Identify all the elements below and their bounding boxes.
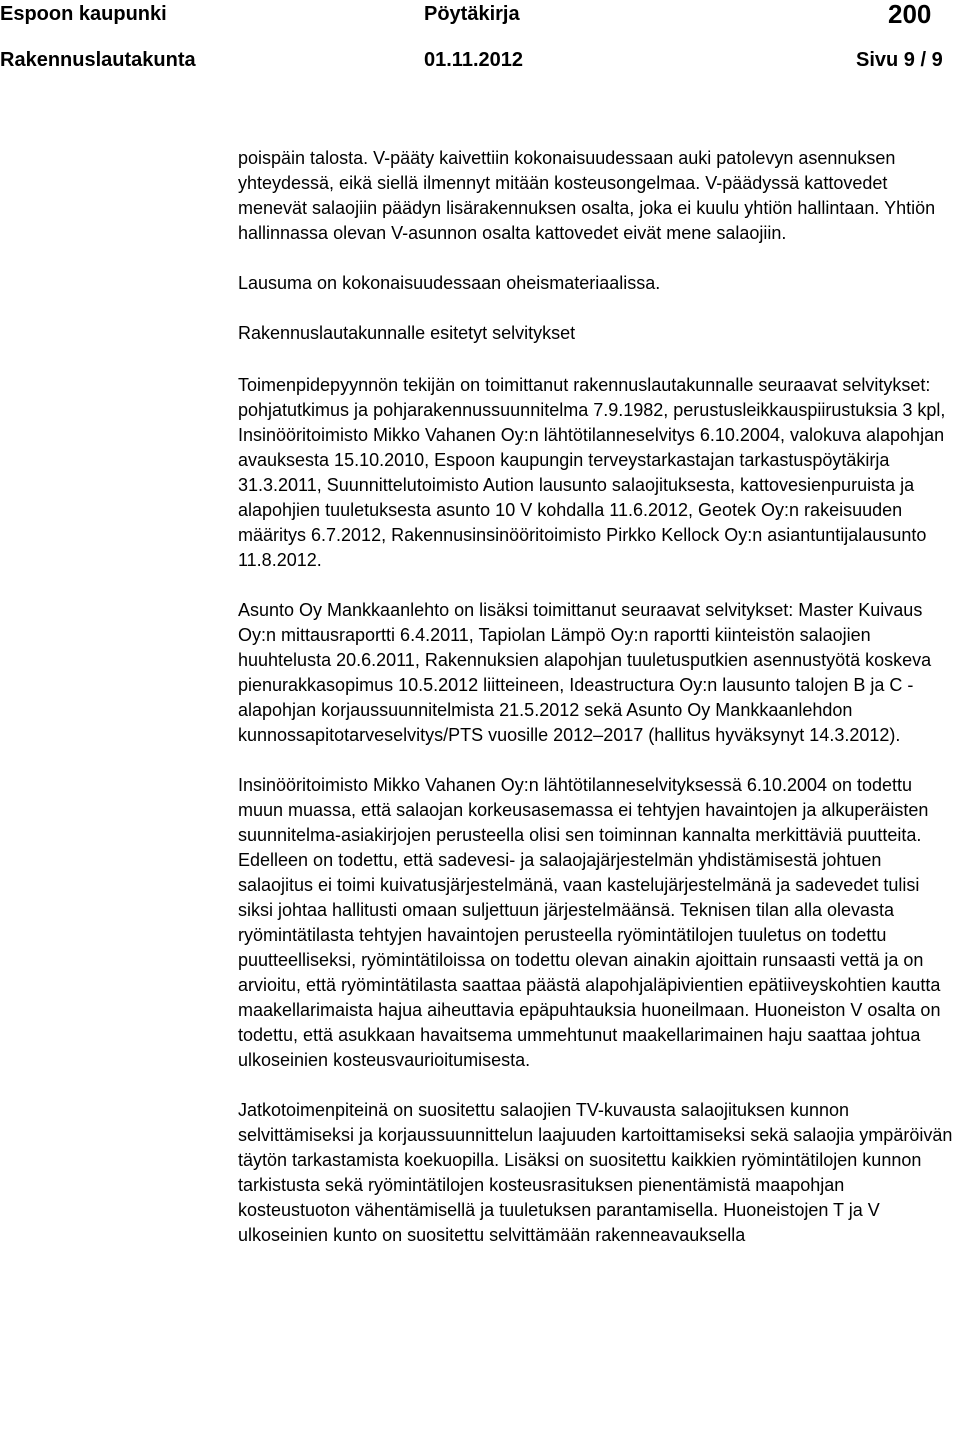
document-type: Pöytäkirja [424, 3, 520, 25]
organization-name: Espoon kaupunki [0, 3, 167, 25]
paragraph-initial-survey: Insinööritoimisto Mikko Vahanen Oy:n lähtötilanneselvityksessä 6.10.2004 on todettu muun muassa, että salaojan korkeusasemassa ei tehtyjen havaintojen ja alkuperäisten suunnitelma-asiakirjojen perusteella olisi sen toiminnan kannalta merkittäviä puutteita. Edelleen on todettu, että sadevesi- ja salaojajärjestelmän yhdistämisestä johtuen salaojitus ei toimi kuivatusjärjestelmänä, vaan kastelujärjestelmänä ja sadevedet tulisi siksi johtaa hallitusti omaan suljettuun järjestelmäänsä. Teknisen tilan alla olevasta ryömintätilasta tehtyjen havaintojen perusteella ryömintätilojen tuuletus on todettu puutteelliseksi, ryömintätiloissa on todettu olevan ainakin ajoittain runsaasti vettä ja on arvioitu, että ryömintätilasta saattaa päästä alapohjaläpivientien epätiiveyskohtien kautta maakellarimaista hajua aiheuttavia epäpuhtauksia huoneilmaan. Huoneiston V osalta on todettu, että asukkaan havaitsema ummehtunut maakellarimainen haju saattaa johtua ulkoseinien kosteusvaurioitumisesta. [238, 775, 941, 1070]
page-number: Sivu 9 / 9 [856, 49, 943, 71]
page-header [0, 0, 960, 80]
section-number: 200 [888, 0, 932, 29]
paragraph-additional-reports: Asunto Oy Mankkaanlehto on lisäksi toimittanut seuraavat selvitykset: Master Kuivaus Oy:n mittausraportti 6.4.2011, Tapiolan Lämpö Oy:n raportti kiinteistön salaojien huuhtelusta 20.6.2011, Rakennuksien alapohjan tuuletusputkien asennustyötä koskeva pienurakkasopimus 10.5.2012 liitteineen, Ideastructura Oy:n lausunto talojen B ja C -alapohjan korjaussuunnitelmista 21.5.2012 sekä Asunto Oy Mankkaanlehdon kunnossapitotarveselvitys/PTS vuosille 2012–2017 (hallitus hyväksynyt 14.3.2012). [238, 600, 932, 745]
paragraph-recommendations: Jatkotoimenpiteinä on suositettu salaojien TV-kuvausta salaojituksen kunnon selvittämiseksi ja korjaussuunnittelun laajuuden kartoittamiseksi sekä salaojia ympäröivän täytön tarkastamista koekuopilla. Lisäksi on suositettu kaikkien ryömintätilojen kunnon tarkistusta sekä ryömintätilojen kosteusrasituksen pienentämistä maapohjan kosteustuoton vähentämisellä ja tuuletuksen parantamisella. Huoneistojen T ja V ulkoseinien kunto on suositettu selvittämään rakenneavauksella [238, 1100, 953, 1245]
paragraph-statement-excerpt: poispäin talosta. V-pääty kaivettiin kokonaisuudessaan auki patolevyn asennuksen yhteydessä, eikä siellä ilmennyt mitään kosteusongelmaa. V-päädyssä kattovedet menevät salaojiin päädyn lisärakennuksen osalta, joka ei kuulu yhtiön hallintaan. Yhtiön hallinnassa olevan V-asunnon osalta kattovedet eivät mene salaojiin. [238, 148, 936, 243]
meeting-date: 01.11.2012 [424, 49, 523, 71]
paragraph-statement-reference: Lausuma on kokonaisuudessaan oheismateriaalissa. [238, 273, 661, 293]
section-heading: Rakennuslautakunnalle esitetyt selvitykset [238, 323, 576, 343]
document-body [238, 146, 954, 1248]
committee-name: Rakennuslautakunta [0, 49, 196, 71]
paragraph-submitted-reports: Toimenpidepyynnön tekijän on toimittanut rakennuslautakunnalle seuraavat selvitykset: pohjatutkimus ja pohjarakennussuunnitelma 7.9.1982, perustusleikkauspiirustuksia 3 kpl, Insinööritoimisto Mikko Vahanen Oy:n lähtötilanneselvitys 6.10.2004, valokuva alapohjan avauksesta 15.10.2010, Espoon kaupungin terveystarkastajan tarkastuspöytäkirja 31.3.2011, Suunnittelutoimisto Aution lausunto salaojituksesta, kattovesienpuruista ja alapohjien tuuletuksesta asunto 10 V kohdalla 11.6.2012, Geotek Oy:n rakeisuuden määritys 6.7.2012, Rakennusinsinööritoimisto Pirkko Kellock Oy:n asiantuntijalausunto 11.8.2012. [238, 375, 946, 570]
